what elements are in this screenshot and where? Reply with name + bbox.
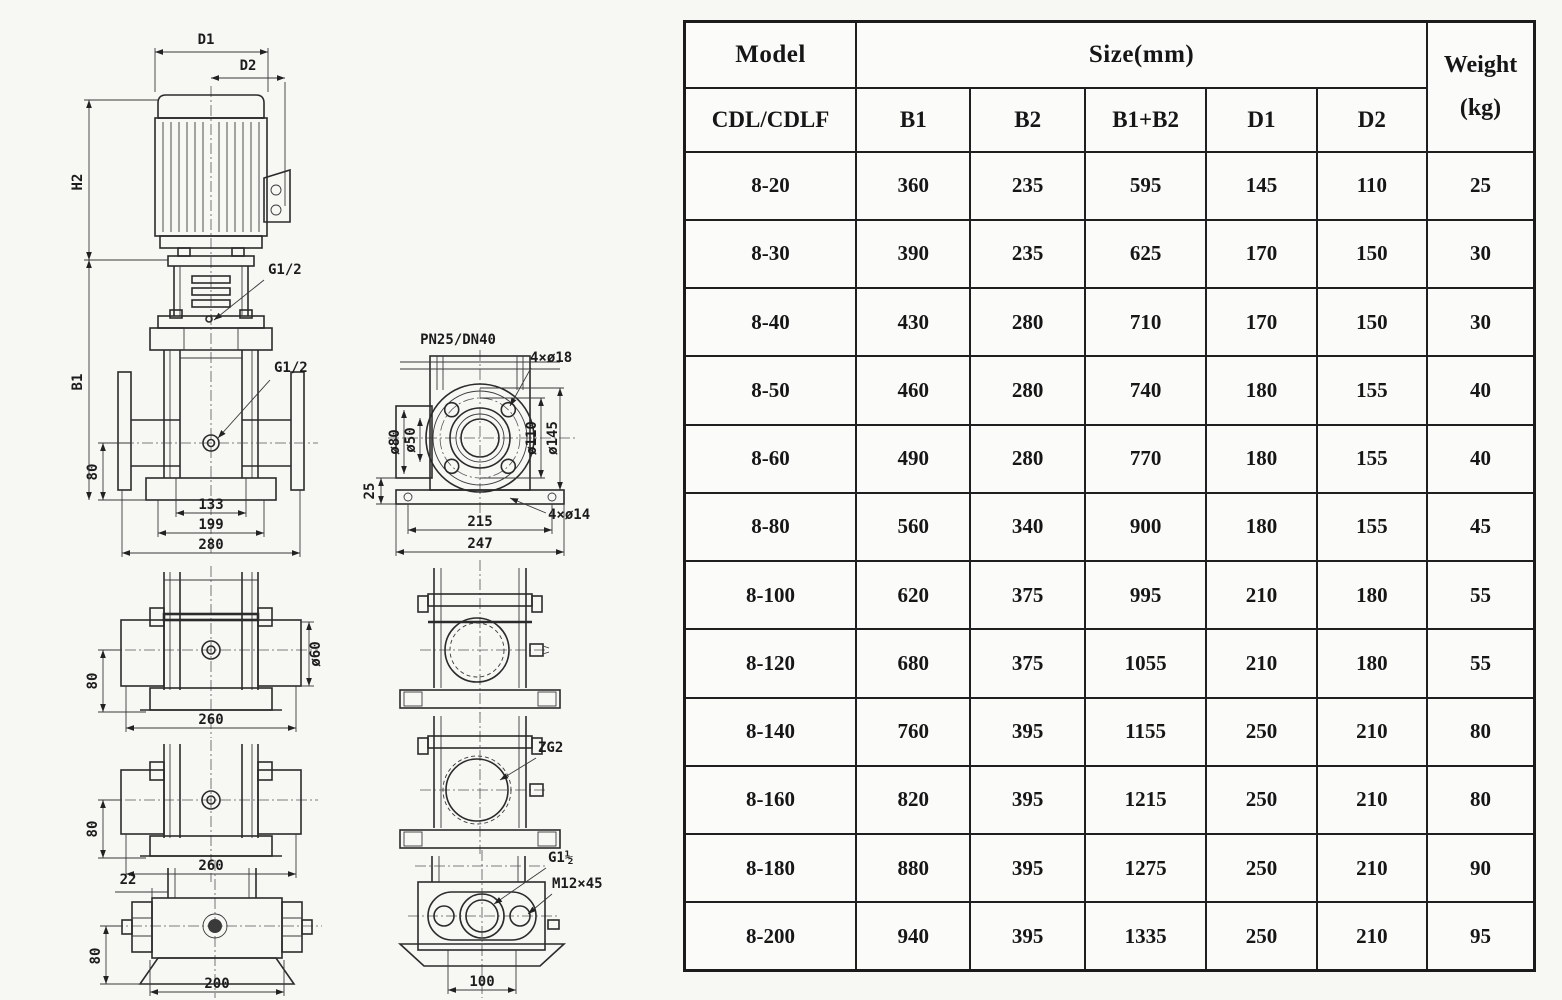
d1-cell: 170 [1206,288,1316,356]
thread-g1half-label: G1½ [548,850,574,866]
bolt-m12-label: M12×45 [552,876,603,892]
port-view-zg2 [400,712,563,854]
model-cell: 8-60 [685,425,857,493]
d1-cell: 170 [1206,220,1316,288]
model-cell: 8-40 [685,288,857,356]
weight-cell: 40 [1427,425,1534,493]
weight-cell: 40 [1427,356,1534,424]
weight-cell: 30 [1427,288,1534,356]
b1-cell: 880 [856,834,970,902]
b2-cell: 280 [970,425,1084,493]
model-cell: 8-100 [685,561,857,629]
d2-cell: 180 [1317,629,1427,697]
b1-cell: 620 [856,561,970,629]
header-model-sub: CDL/CDLF [685,88,857,152]
table-row [685,288,1535,356]
dim-80-front-label: 80 [85,463,101,481]
b2-cell: 340 [970,493,1084,561]
model-cell: 8-50 [685,356,857,424]
table-row [685,766,1535,834]
table-row [685,220,1535,288]
table-row [685,425,1535,493]
header-weight-word: Weight [1443,51,1518,78]
header-b1b2: B1+B2 [1085,88,1206,152]
b2-cell: 235 [970,152,1084,220]
weight-cell: 80 [1427,766,1534,834]
b1b2-cell: 770 [1085,425,1206,493]
model-cell: 8-140 [685,698,857,766]
d2-cell: 110 [1317,152,1427,220]
model-cell: 8-30 [685,220,857,288]
model-cell: 8-180 [685,834,857,902]
d2-cell: 210 [1317,902,1427,970]
table-row [685,356,1535,424]
g12-lower-label: G1/2 [274,360,308,376]
weight-cell: 25 [1427,152,1534,220]
table-body [685,152,1535,971]
g12-upper-label: G1/2 [268,262,302,278]
header-weight [1427,22,1534,152]
weight-cell: 55 [1427,561,1534,629]
model-cell: 8-160 [685,766,857,834]
dim-100-label: 100 [469,974,495,990]
b2-cell: 395 [970,834,1084,902]
d1-cell: 250 [1206,902,1316,970]
table-header [685,22,1535,152]
b1-cell: 560 [856,493,970,561]
d2-cell: 210 [1317,834,1427,902]
table-row [685,493,1535,561]
header-weight-unit: (kg) [1459,94,1502,121]
weight-cell: 80 [1427,698,1534,766]
d2-cell: 155 [1317,356,1427,424]
b1b2-cell: 995 [1085,561,1206,629]
side-view-2 [85,740,318,882]
d2-cell: 155 [1317,493,1427,561]
d2-cell: 210 [1317,766,1427,834]
weight-cell: 45 [1427,493,1534,561]
b1-cell: 760 [856,698,970,766]
dia-60-label: ø60 [308,641,324,667]
dim-22-label: 22 [119,872,137,888]
b2-cell: 375 [970,629,1084,697]
spec-table-container [683,20,1536,972]
b1-cell: 940 [856,902,970,970]
b2-cell: 395 [970,698,1084,766]
b2-cell: 235 [970,220,1084,288]
table-row [685,561,1535,629]
table-row [685,902,1535,970]
table-row [685,152,1535,220]
b1-cell: 360 [856,152,970,220]
b1-cell: 460 [856,356,970,424]
b1b2-cell: 1335 [1085,902,1206,970]
b1-cell: 680 [856,629,970,697]
b2-cell: 395 [970,766,1084,834]
d2-cell: 180 [1317,561,1427,629]
b1-cell: 430 [856,288,970,356]
table-row [685,698,1535,766]
dim-80-bottom-label: 80 [88,947,104,965]
dim-200-label: 200 [204,976,230,992]
b2-cell: 280 [970,356,1084,424]
oval-flange-view [400,850,603,998]
model-cell: 8-120 [685,629,857,697]
b1b2-cell: 1275 [1085,834,1206,902]
d1-cell: 250 [1206,766,1316,834]
bolt-holes-14-label: 4×ø14 [548,507,591,523]
b2-cell: 395 [970,902,1084,970]
bottom-left-view [88,860,322,998]
header-d1: D1 [1206,88,1316,152]
b1b2-cell: 595 [1085,152,1206,220]
b1b2-cell: 740 [1085,356,1206,424]
b1-cell: 490 [856,425,970,493]
d1-cell: 145 [1206,152,1316,220]
table-row [685,834,1535,902]
weight-cell: 95 [1427,902,1534,970]
bolt-holes-18-label: 4×ø18 [530,350,573,366]
weight-cell: 55 [1427,629,1534,697]
dim-80-side2-label: 80 [85,820,101,838]
pump-dimension-drawing [0,0,680,1000]
zg2-label: ZG2 [538,740,564,756]
model-cell: 8-80 [685,493,857,561]
b1b2-cell: 1155 [1085,698,1206,766]
b1-cell: 390 [856,220,970,288]
header-d2: D2 [1317,88,1427,152]
b2-cell: 375 [970,561,1084,629]
b1b2-cell: 625 [1085,220,1206,288]
b2-cell: 280 [970,288,1084,356]
model-cell: 8-20 [685,152,857,220]
d1-cell: 210 [1206,629,1316,697]
side-view-1 [85,566,324,738]
dim-260-side2-label: 260 [198,858,224,874]
weight-cell: 90 [1427,834,1534,902]
header-b2: B2 [970,88,1084,152]
d2-cell: 150 [1317,220,1427,288]
b1b2-cell: 710 [1085,288,1206,356]
flange-title-label: PN25/DN40 [420,332,496,348]
dim-199-label: 199 [198,517,224,533]
front-elevation-view [70,32,318,557]
d2-cell: 210 [1317,698,1427,766]
port-view-plain [400,560,560,714]
d1-cell: 250 [1206,698,1316,766]
b1b2-cell: 1055 [1085,629,1206,697]
b1-cell: 820 [856,766,970,834]
dim-h2-label: H2 [70,173,86,191]
dimensions-table [683,20,1536,972]
dim-260-side1-label: 260 [198,712,224,728]
dia-50-label: ø50 [403,427,419,453]
header-b1: B1 [856,88,970,152]
dia-80-label: ø80 [387,429,403,455]
d1-cell: 210 [1206,561,1316,629]
dim-133-label: 133 [198,497,224,513]
dia-110-label: ø110 [524,421,540,455]
model-cell: 8-200 [685,902,857,970]
dim-80-side1-label: 80 [85,672,101,690]
d2-cell: 155 [1317,425,1427,493]
dim-215-label: 215 [467,514,493,530]
dim-25-label: 25 [362,482,378,500]
d1-cell: 180 [1206,356,1316,424]
flange-top-view [362,332,590,556]
dim-247-label: 247 [467,536,493,552]
table-row [685,629,1535,697]
d1-cell: 180 [1206,425,1316,493]
dia-145-label: ø145 [545,421,561,455]
d1-cell: 180 [1206,493,1316,561]
b1b2-cell: 1215 [1085,766,1206,834]
dim-280-label: 280 [198,537,224,553]
d1-cell: 250 [1206,834,1316,902]
weight-cell: 30 [1427,220,1534,288]
header-model: Model [685,22,857,88]
dim-d1-label: D1 [197,32,215,48]
header-size-mm: Size(mm) [856,22,1427,88]
dim-b1-label: B1 [70,373,86,391]
d2-cell: 150 [1317,288,1427,356]
dim-d2-label: D2 [239,58,257,74]
b1b2-cell: 900 [1085,493,1206,561]
